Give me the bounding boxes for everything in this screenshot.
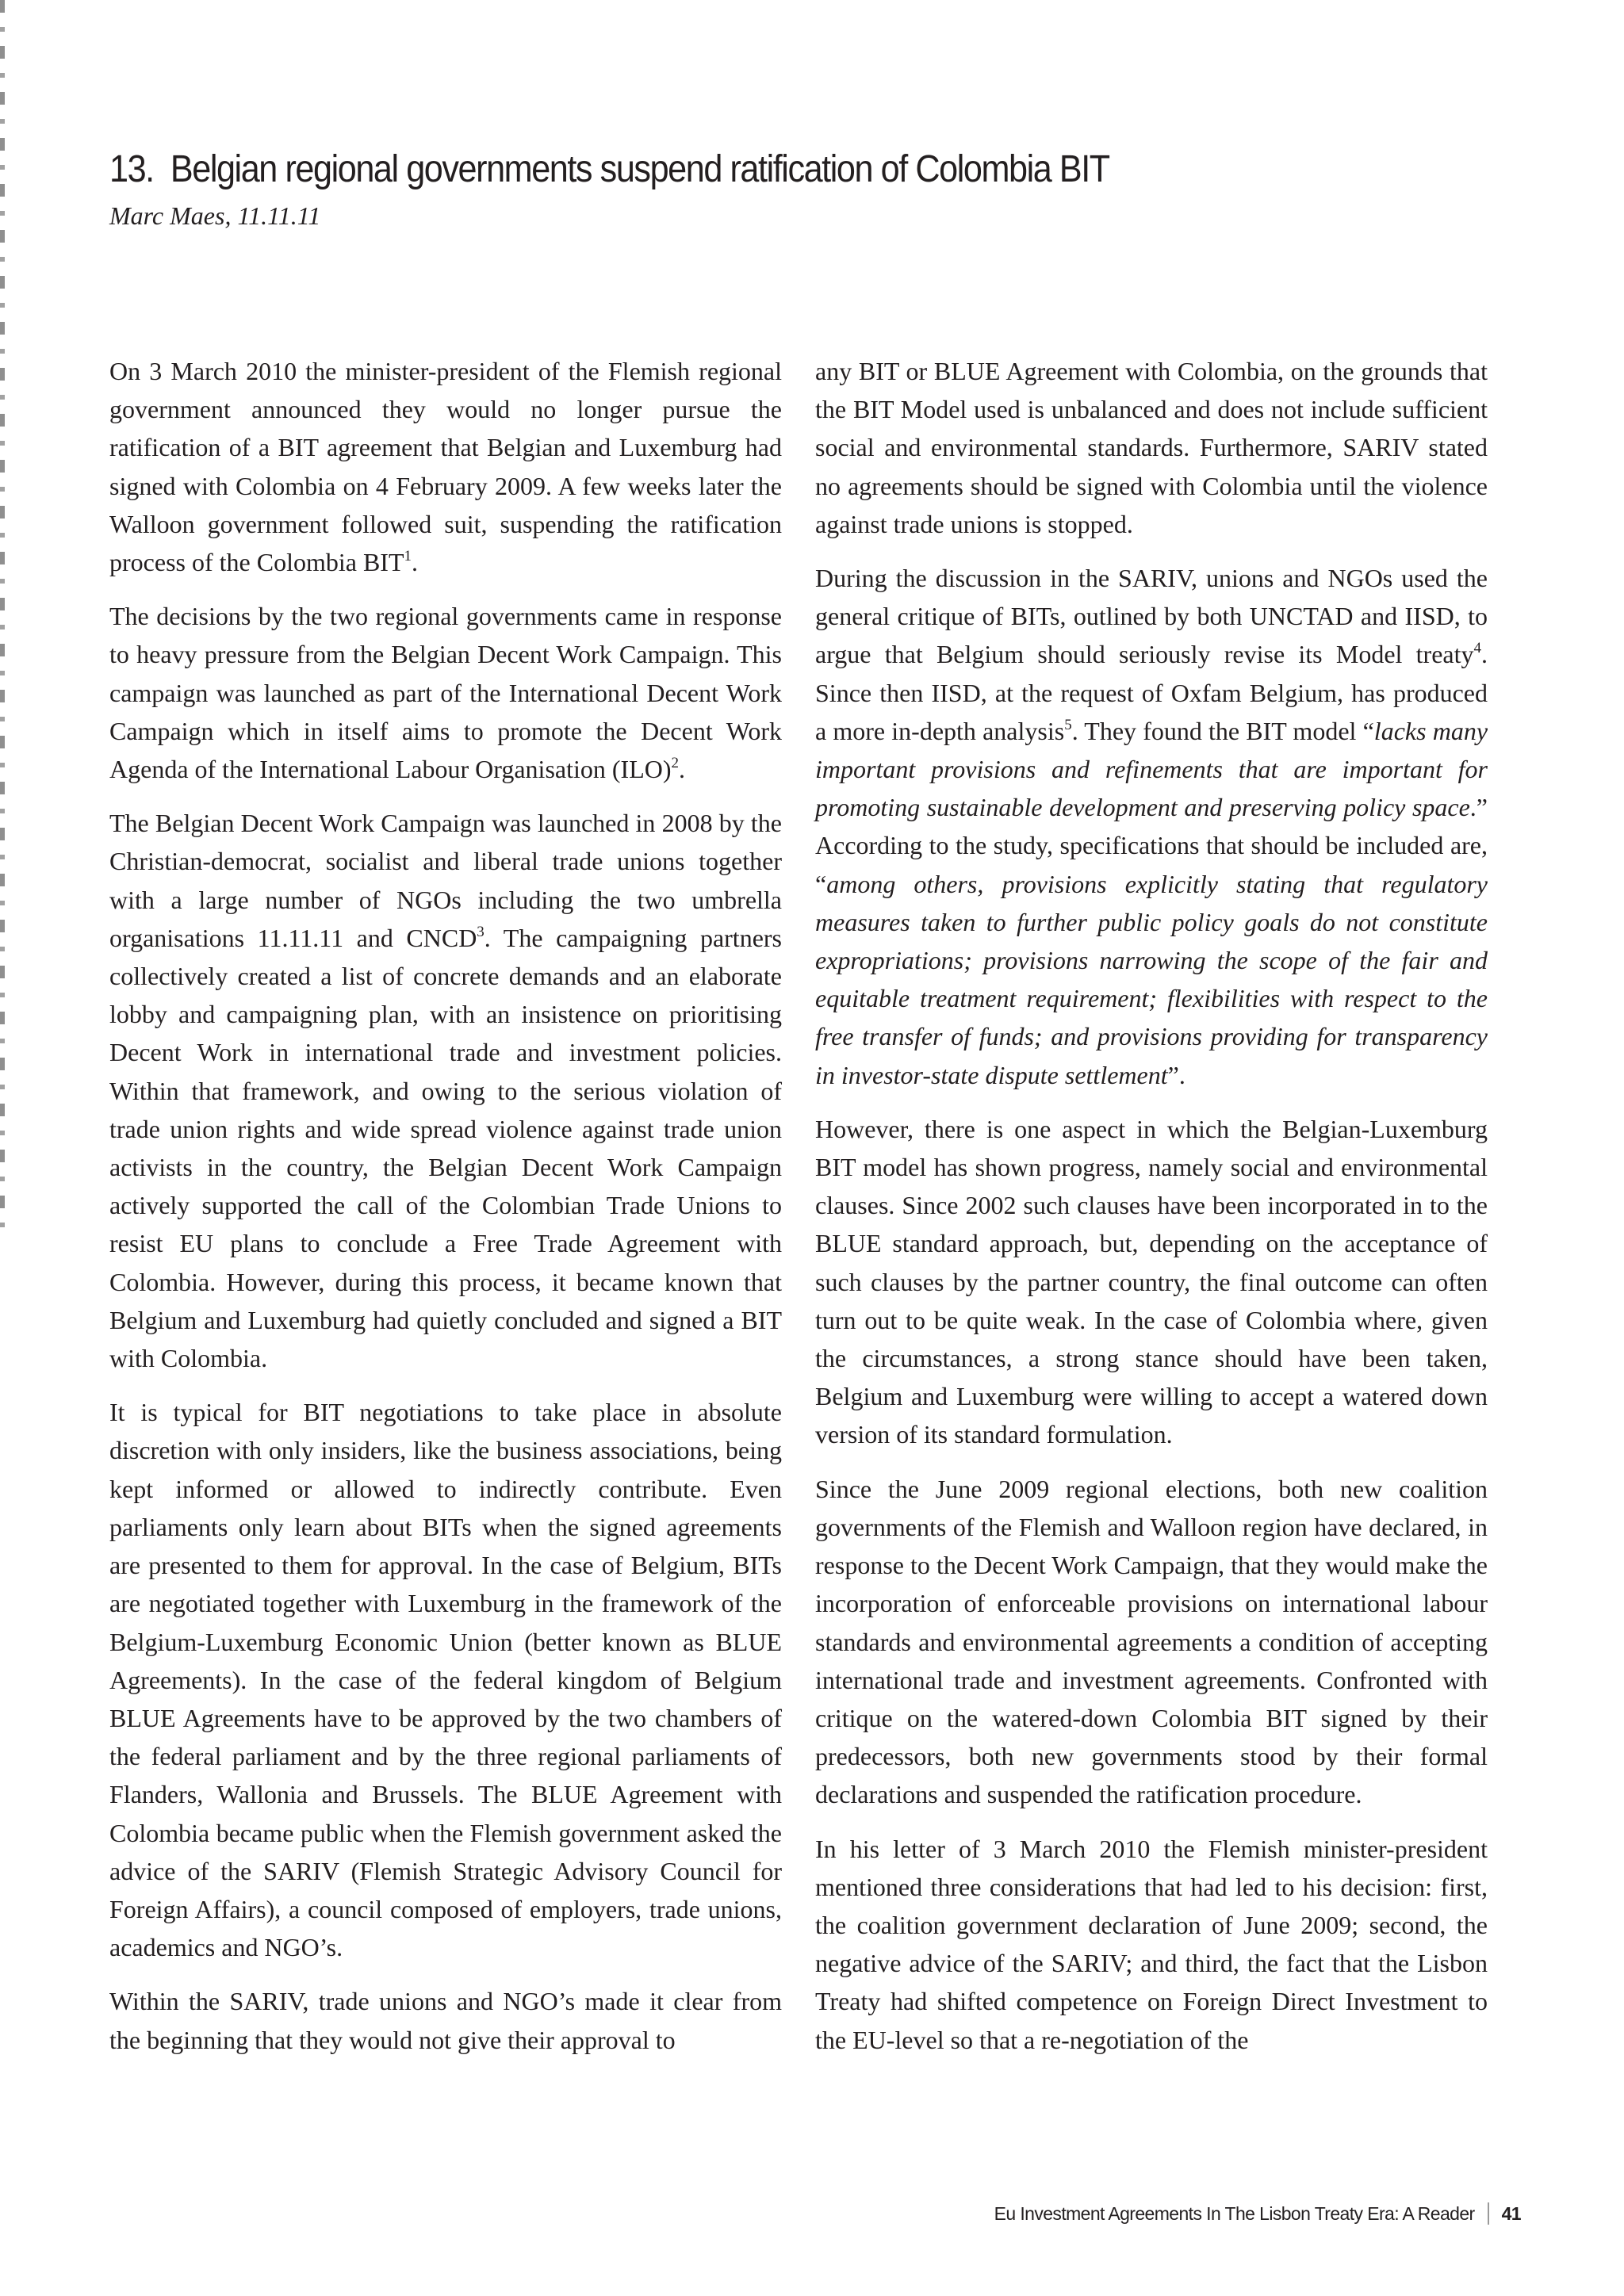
page-footer (994, 2202, 1521, 2225)
article-title: 13. Belgian regional governments suspend ratification of Colombia BIT (109, 148, 1109, 190)
paragraph (109, 597, 782, 788)
footnote-ref[interactable]: 4 (1473, 640, 1481, 657)
paragraph-text: On 3 March 2010 the minister-president of the Flemish regional government announced they would no longer pursue the ratification of a BIT agreement that Belgian and Luxemburg had signed with Colombia on 4 February 2009. A few weeks later the Walloon government followed suit, suspending the ratification process of the Colombia BIT (109, 357, 782, 577)
footnote-ref[interactable]: 5 (1064, 716, 1072, 733)
article-byline: Marc Maes, 11.11.11 (109, 201, 321, 230)
paragraph-text: ”. (1167, 1060, 1185, 1089)
paragraph (109, 352, 782, 581)
paragraph: In his letter of 3 March 2010 the Flemish minister-president mentioned three considerations that had led to his decision: first, the coalition government declaration of June 2009; second, the negative advice of the SARIV; and third, the fact that the Lisbon Treaty had shifted competence on Foreign Direct Investment to the EU-level so that a re-negotiation of the (815, 1834, 1488, 2054)
paragraph (815, 559, 1488, 1094)
paragraph: Since the June 2009 regional elections, both new coalition governments of the Flemish and Walloon region have declared, in response to the Decent Work Campaign, that they would make the incorporation of enforceable provisions on international labour standards and environmental agreements a condition of accepting international trade and investment agreements. Confronted with critique on the watered-down Colombia BIT signed by their predecessors, both new governments stood by their formal declarations and suspended the ratification procedure. (815, 1474, 1488, 1809)
quotation: among others, provisions explicitly stating that regulatory measures taken to further public policy goals do not constitute expropriations; provisions narrowing the scope of the fair and equitable treatment requirement; flexibilities with respect to the free transfer of funds; and provisions providing for transparency in investor-state dispute settlement (815, 869, 1488, 1089)
paragraph: It is typical for BIT negotiations to take place in absolute discretion with only insiders, like the business associations, being kept informed or allowed to indirectly contribute. Even parliaments only learn about BITs when the signed agreements are presented to them for approval. In the case of Belgium, BITs are negotiated together with Luxemburg in the framework of the Belgium-Luxemburg Economic Union (better known as BLUE Agreements). In the case of the federal kingdom of Belgium BLUE Agreements have to be approved by the two chambers of the federal parliament and by the three regional parliaments of Flanders, Wallonia and Brussels. The BLUE Agreement with Colombia became public when the Flemish government asked the advice of the SARIV (Flemish Strategic Advisory Council for Foreign Affairs), a council composed of employers, trade unions, academics and NGO’s. (109, 1398, 782, 1962)
quotation: lacks many important provisions and refinements that are important for promoting sustainable development and preserving policy space (815, 716, 1488, 822)
scan-edge-marks (0, 0, 5, 1237)
paragraph-text: During the discussion in the SARIV, unions and NGOs used the general critique of BITs, outlined by both UNCTAD and IISD, to argue that Belgium should seriously revise its Model treaty (815, 564, 1488, 669)
paragraph-text: . They found the BIT model “ (1071, 716, 1374, 745)
paragraph-text: . (411, 548, 418, 577)
paragraph-text: .” According to the study, specifications that should be included are, “ (815, 793, 1488, 898)
footer-divider (1488, 2202, 1489, 2225)
paragraph (109, 804, 782, 1377)
footnote-ref[interactable]: 3 (477, 923, 485, 940)
footnote-ref[interactable]: 1 (404, 548, 412, 565)
paragraph: any BIT or BLUE Agreement with Colombia, on the grounds that the BIT Model used is unbalanced and does not include sufficient social and environmental standards. Furthermore, SARIV stated no agreements should be signed with Colombia until the violence against trade unions is stopped. (815, 357, 1488, 538)
paragraph-text: . Since then IISD, at the request of Oxfam Belgium, has produced a more in-depth analysis (815, 640, 1488, 745)
footer-publication-title: Eu Investment Agreements In The Lisbon Treaty Era: A Reader (994, 2202, 1475, 2224)
footnote-ref[interactable]: 2 (671, 755, 679, 772)
paragraph-text: . The campaigning partners collectively created a list of concrete demands and an elaborate lobby and campaigning plan, with an insistence on prioritising Decent Work in international trade and investment policies. Within that framework, and owing to the serious violation of trade union rights and wide spread violence against trade union activists in the country, the Belgian Decent Work Campaign actively supported the call of the Colombian Trade Unions to resist EU plans to conclude a Free Trade Agreement with Colombia. However, during this process, it became known that Belgium and Luxemburg had quietly concluded and signed a BIT with Colombia. (109, 923, 782, 1373)
paragraph-text: . (679, 755, 685, 784)
right-column (815, 352, 1488, 2075)
paragraph: However, there is one aspect in which the Belgian-Luxemburg BIT model has shown progress, namely social and environmental clauses. Since 2002 such clauses have been incorporated in to the BLUE standard approach, but, depending on the acceptance of such clauses by the partner country, the final outcome can often turn out to be quite weak. In the case of Colombia where, given the circumstances, a strong stance should have been taken, Belgium and Luxemburg were willing to accept a watered down version of its standard formulation. (815, 1114, 1488, 1449)
paragraph-text: The Belgian Decent Work Campaign was launched in 2008 by the Christian-democrat, socialist and liberal trade unions together with a large number of NGOs including the two umbrella organisations 11.11.11 and CNCD (109, 809, 782, 952)
paragraph-text: The decisions by the two regional governments came in response to heavy pressure from the Belgian Decent Work Campaign. This campaign was launched as part of the International Decent Work Campaign which in itself aims to promote the Decent Work Agenda of the International Labour Organisation (ILO) (109, 602, 782, 784)
paragraph: Within the SARIV, trade unions and NGO’s made it clear from the beginning that they would not give their approval to (109, 1987, 782, 2054)
page-number: 41 (1501, 2202, 1521, 2224)
left-column (109, 352, 782, 2075)
